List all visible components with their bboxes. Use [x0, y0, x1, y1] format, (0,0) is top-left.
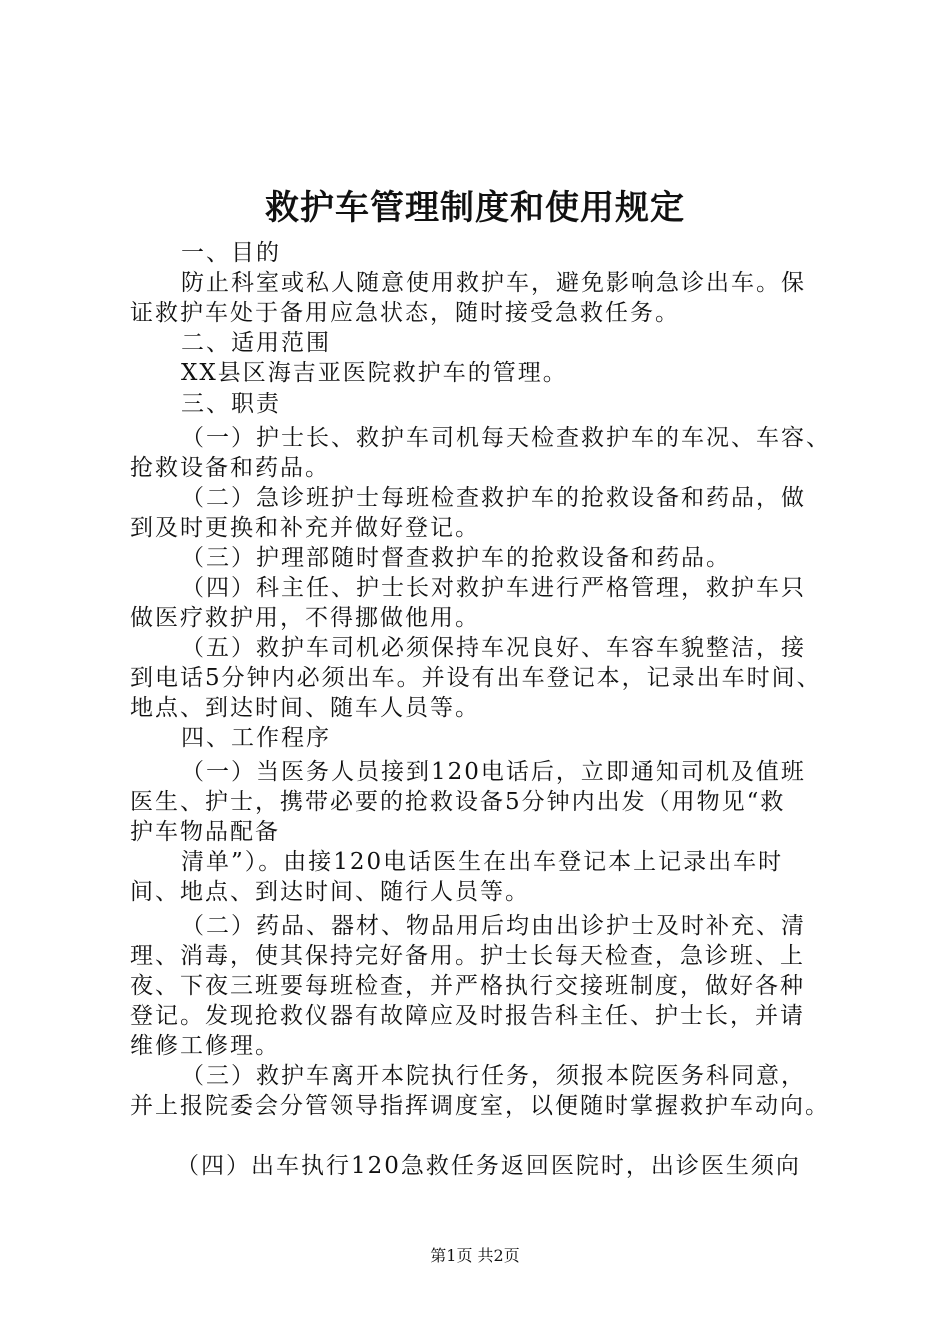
- paragraph-line: 理、消毒，使其保持完好备用。护士长每天检查，急诊班、上: [130, 943, 805, 969]
- paragraph-line: （四）出车执行120急救任务返回医院时，出诊医生须向: [176, 1153, 801, 1179]
- paragraph-line: 抢救设备和药品。: [130, 455, 330, 481]
- paragraph-line: （五）救护车司机必须保持车况良好、车容车貌整洁，接: [181, 635, 806, 661]
- paragraph-line: 防止科室或私人随意使用救护车，避免影响急诊出车。保: [181, 270, 806, 296]
- paragraph-line: （三）救护车离开本院执行任务，须报本院医务科同意，: [181, 1063, 806, 1089]
- section-heading-duties: 三、职责: [181, 391, 281, 417]
- section-heading-scope: 二、适用范围: [181, 330, 331, 356]
- paragraph-line: （四）科主任、护士长对救护车进行严格管理，救护车只: [181, 575, 806, 601]
- page-number-footer: 第1页 共2页: [430, 1246, 520, 1265]
- document-title: 救护车管理制度和使用规定: [265, 188, 685, 228]
- paragraph-line: （三）护理部随时督查救护车的抢救设备和药品。: [181, 545, 731, 571]
- paragraph-line: 到电话5分钟内必须出车。并设有出车登记本，记录出车时间、: [130, 665, 822, 691]
- paragraph-line: 医生、护士，携带必要的抢救设备5分钟内出发（用物见“救: [130, 789, 786, 815]
- paragraph-line: （二）急诊班护士每班检查救护车的抢救设备和药品，做: [181, 485, 806, 511]
- paragraph-line: 护车物品配备: [130, 819, 280, 845]
- paragraph-line: 到及时更换和补充并做好登记。: [130, 515, 480, 541]
- paragraph-line: （一）护士长、救护车司机每天检查救护车的车况、车容、: [181, 425, 831, 451]
- paragraph-line: 登记。发现抢救仪器有故障应及时报告科主任、护士长，并请: [130, 1003, 805, 1029]
- paragraph-line: 地点、到达时间、随车人员等。: [130, 695, 480, 721]
- section-heading-purpose: 一、目的: [181, 240, 281, 266]
- paragraph-line: 证救护车处于备用应急状态，随时接受急救任务。: [130, 300, 680, 326]
- paragraph-line: 清单”）。由接120电话医生在出车登记本上记录出车时: [181, 849, 784, 875]
- section-heading-procedure: 四、工作程序: [181, 725, 331, 751]
- paragraph-line: 夜、下夜三班要每班检查，并严格执行交接班制度，做好各种: [130, 973, 805, 999]
- paragraph-line: XX县区海吉亚医院救护车的管理。: [181, 360, 568, 386]
- paragraph-line: 间、地点、到达时间、随行人员等。: [130, 879, 530, 905]
- paragraph-line: 并上报院委会分管领导指挥调度室，以便随时掌握救护车动向。: [130, 1093, 830, 1119]
- paragraph-line: 维修工修理。: [130, 1033, 280, 1059]
- paragraph-line: （二）药品、器材、物品用后均由出诊护士及时补充、清: [181, 913, 806, 939]
- paragraph-line: （一）当医务人员接到120电话后，立即通知司机及值班: [181, 759, 806, 785]
- paragraph-line: 做医疗救护用，不得挪做他用。: [130, 605, 480, 631]
